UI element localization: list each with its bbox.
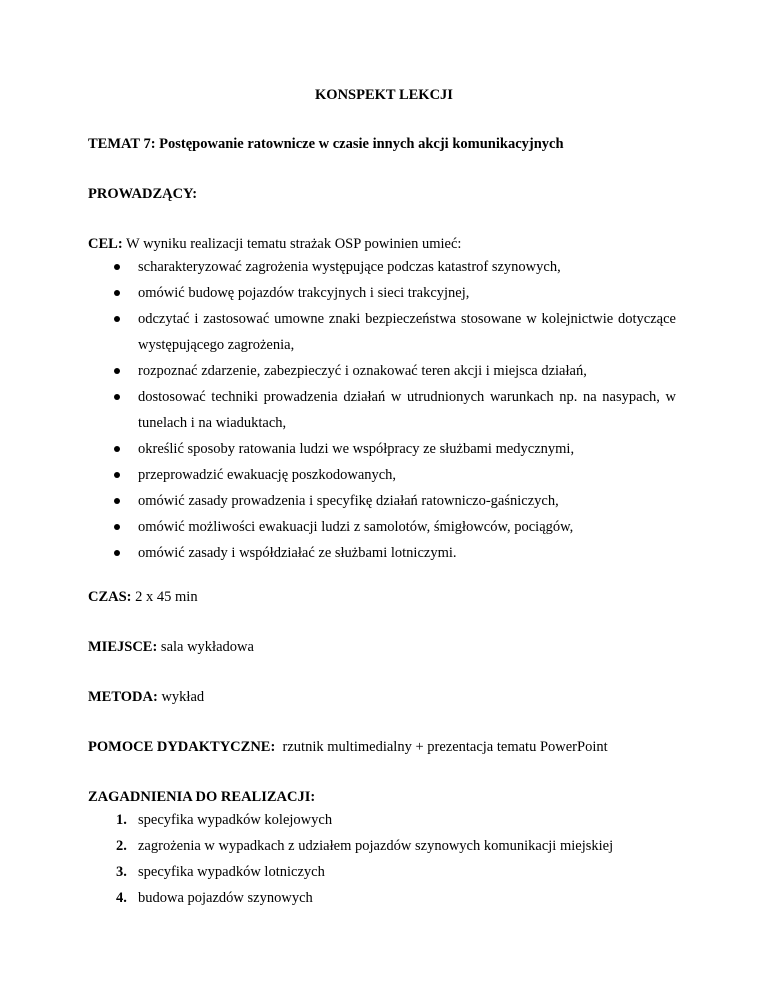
bullet-icon [114,446,120,452]
goal-item-text: omówić budowę pojazdów trakcyjnych i sieci trakcyjnej, [138,285,470,301]
bullet-icon [114,290,120,296]
bullet-icon [114,550,120,556]
bullet-icon [114,316,120,322]
aids-value: rzutnik multimedialny + prezentacja tematu PowerPoint [275,739,608,755]
bullet-icon [114,472,120,478]
goal-item-text: omówić zasady i współdziałać ze służbami lotniczymi. [138,545,457,561]
goal-label: CEL: [88,236,123,252]
instructor-label: PROWADZĄCY: [88,186,198,202]
goal-item-text: odczytać i zastosować umowne znaki bezpieczeństwa stosowane w kolejnictwie dotyczące występującego zagrożenia, [138,311,676,353]
document-title: KONSPEKT LEKCJI [315,87,453,103]
bullet-icon [114,524,120,530]
goal-item-text: przeprowadzić ewakuację poszkodowanych, [138,467,397,483]
bullet-icon [114,394,120,400]
topic-heading: TEMAT 7: Postępowanie ratownicze w czasie innych akcji komunikacyjnych [88,136,564,152]
issue-number: 1. [116,812,127,828]
method-value: wykład [157,689,205,705]
aids-label: POMOCE DYDAKTYCZNE: [88,739,276,755]
goal-item-text: rozpoznać zdarzenie, zabezpieczyć i oznakować teren akcji i miejsca działań, [138,363,587,379]
issue-number: 4. [116,890,127,906]
issue-number: 2. [116,838,127,854]
goal-item-text: dostosować techniki prowadzenia działań w utrudnionych warunkach np. na nasypach, w tunelach i na wiaduktach, [138,389,676,431]
goal-item-text: określić sposoby ratowania ludzi we współpracy ze służbami medycznymi, [138,441,575,457]
bullet-icon [114,498,120,504]
issue-text: zagrożenia w wypadkach z udziałem pojazdów szynowych komunikacji miejskiej [138,838,614,854]
issue-text: specyfika wypadków kolejowych [138,812,333,828]
place-value: sala wykładowa [157,639,254,655]
aids-line [88,738,608,756]
time-value: 2 x 45 min [131,589,198,605]
time-line [88,588,198,606]
issue-number: 3. [116,864,127,880]
goal-item-text: omówić zasady prowadzenia i specyfikę działań ratowniczo-gaśniczych, [138,493,559,509]
issues-heading: ZAGADNIENIA DO REALIZACJI: [88,789,316,805]
issue-text: budowa pojazdów szynowych [138,890,313,906]
time-label: CZAS: [88,589,132,605]
method-line [88,688,204,706]
goal-item-text: scharakteryzować zagrożenia występujące podczas katastrof szynowych, [138,259,561,275]
bullet-icon [114,264,120,270]
goal-item-text: omówić możliwości ewakuacji ludzi z samolotów, śmigłowców, pociągów, [138,519,574,535]
place-label: MIEJSCE: [88,639,158,655]
method-label: METODA: [88,689,158,705]
goal-line [88,235,461,253]
bullet-icon [114,368,120,374]
issue-text: specyfika wypadków lotniczych [138,864,325,880]
goal-text: W wyniku realizacji tematu strażak OSP powinien umieć: [122,236,462,252]
place-line [88,638,254,656]
